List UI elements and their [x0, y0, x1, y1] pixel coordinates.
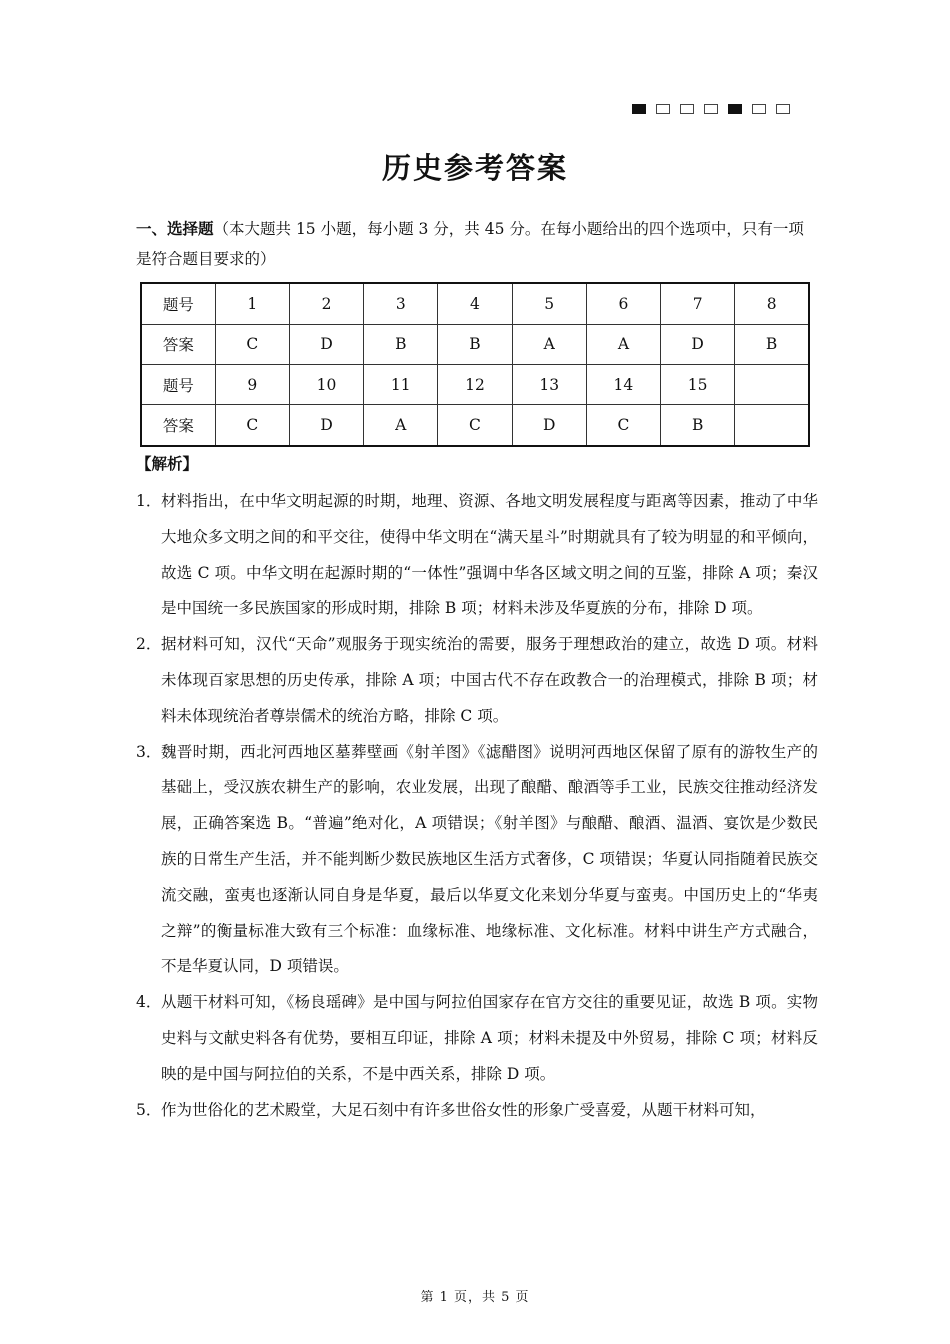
table-cell: C — [215, 405, 289, 446]
item-number: 1． — [136, 492, 162, 510]
filled-square-icon — [728, 104, 742, 114]
table-cell: 题号 — [141, 364, 215, 404]
table-cell: C — [215, 324, 289, 364]
empty-square-icon — [752, 104, 766, 114]
table-cell: 8 — [735, 283, 809, 324]
table-cell: B — [364, 324, 438, 364]
answer-table — [140, 282, 810, 447]
analysis-list — [136, 484, 818, 1128]
list-item — [136, 627, 818, 734]
table-cell: A — [586, 324, 660, 364]
table-cell: D — [289, 405, 363, 446]
table-cell: 答案 — [141, 405, 215, 446]
empty-square-icon — [776, 104, 790, 114]
table-cell: 4 — [438, 283, 512, 324]
item-text: 从题干材料可知，《杨良瑶碑》是中国与阿拉伯国家存在官方交往的重要见证，故选 B 项。实物史料与文献史料各有优势，要相互印证，排除 A 项；材料未提及中外贸易，排除 C 项；材料反映的是中国与阿拉伯的关系，不是中西关系，排除 D 项。 — [161, 993, 818, 1083]
empty-square-icon — [680, 104, 694, 114]
table-row — [141, 364, 809, 404]
table-cell: A — [512, 324, 586, 364]
table-cell: 12 — [438, 364, 512, 404]
section-heading — [136, 214, 818, 274]
item-text: 魏晋时期，西北河西地区墓葬壁画《射羊图》《滤醋图》说明河西地区保留了原有的游牧生产的基础上，受汉族农耕生产的影响，农业发展，出现了酿醋、酿酒等手工业，民族交往推动经济发展，正确答案选 B。“普遍”绝对化，A 项错误；《射羊图》与酿醋、酿酒、温酒、宴饮是少数民族的日常生产生活，并不能判断少数民族地区生活方式奢侈，C 项错误；华夏认同指随着民族交流交融，蛮夷也逐渐认同自身是华夏，最后以华夏文化来划分华夏与蛮夷。中国历史上的“华夷之辩”的衡量标准大致有三个标准：血缘标准、地缘标准、文化标准。材料中讲生产方式融合，不是华夏认同，D 项错误。 — [161, 742, 818, 976]
table-cell: D — [661, 324, 735, 364]
table-cell: D — [289, 324, 363, 364]
table-cell: 15 — [661, 364, 735, 404]
item-text: 材料指出，在中华文明起源的时期，地理、资源、各地文明发展程度与距离等因素，推动了中华大地众多文明之间的和平交往，使得中华文明在“满天星斗”时期就具有了较为明显的和平倾向，故选 C 项。中华文明在起源时期的“一体性”强调中华各区域文明之间的互鉴，排除 A 项；秦汉是中国统一多民族国家的形成时期，排除 B 项；材料未涉及华夏族的分布，排除 D 项。 — [161, 492, 818, 618]
empty-square-icon — [656, 104, 670, 114]
item-number: 3． — [136, 742, 162, 761]
page-footer: 第 1 页，共 5 页 — [420, 1290, 530, 1305]
table-cell: 9 — [215, 364, 289, 404]
table-cell: 题号 — [141, 283, 215, 324]
table-cell: 1 — [215, 283, 289, 324]
table-cell: 14 — [586, 364, 660, 404]
analysis-label: 【解析】 — [136, 454, 199, 473]
item-number: 5． — [136, 1100, 162, 1119]
list-item — [136, 735, 818, 986]
table-cell: D — [512, 405, 586, 446]
table-row — [141, 283, 809, 324]
page-markers — [632, 104, 790, 114]
item-number: 4． — [136, 993, 162, 1012]
empty-square-icon — [704, 104, 718, 114]
section-description: （本大题共 15 小题，每小题 3 分，共 45 分。在每小题给出的四个选项中，只有一项是符合题目要求的） — [136, 220, 804, 268]
table-cell: A — [364, 405, 438, 446]
table-cell: 10 — [289, 364, 363, 404]
table-cell: B — [735, 324, 809, 364]
table-row — [141, 324, 809, 364]
table-cell — [735, 364, 809, 404]
table-cell: 3 — [364, 283, 438, 324]
filled-square-icon — [632, 104, 646, 114]
table-cell: 7 — [661, 283, 735, 324]
table-cell: B — [438, 324, 512, 364]
list-item — [136, 484, 818, 627]
table-cell: 6 — [586, 283, 660, 324]
table-cell: B — [661, 405, 735, 446]
table-cell: 13 — [512, 364, 586, 404]
table-cell: 答案 — [141, 324, 215, 364]
table-cell: 2 — [289, 283, 363, 324]
table-cell: 5 — [512, 283, 586, 324]
list-item — [136, 1093, 818, 1129]
table-cell: 11 — [364, 364, 438, 404]
table-cell — [735, 405, 809, 446]
item-text: 据材料可知，汉代“天命”观服务于现实统治的需要，服务于理想政治的建立，故选 D 项。材料未体现百家思想的历史传承，排除 A 项；中国古代不存在政教合一的治理模式，排除 B 项；材料未体现统治者尊崇儒术的统治方略，排除 C 项。 — [161, 635, 818, 725]
table-row — [141, 405, 809, 446]
table-cell: C — [586, 405, 660, 446]
table-cell: C — [438, 405, 512, 446]
list-item — [136, 985, 818, 1092]
item-text: 作为世俗化的艺术殿堂，大足石刻中有许多世俗女性的形象广受喜爱，从题干材料可知， — [161, 1100, 766, 1119]
item-number: 2． — [136, 635, 162, 654]
section-title: 一、选择题 — [136, 219, 214, 238]
page-title: 历史参考答案 — [381, 151, 568, 185]
